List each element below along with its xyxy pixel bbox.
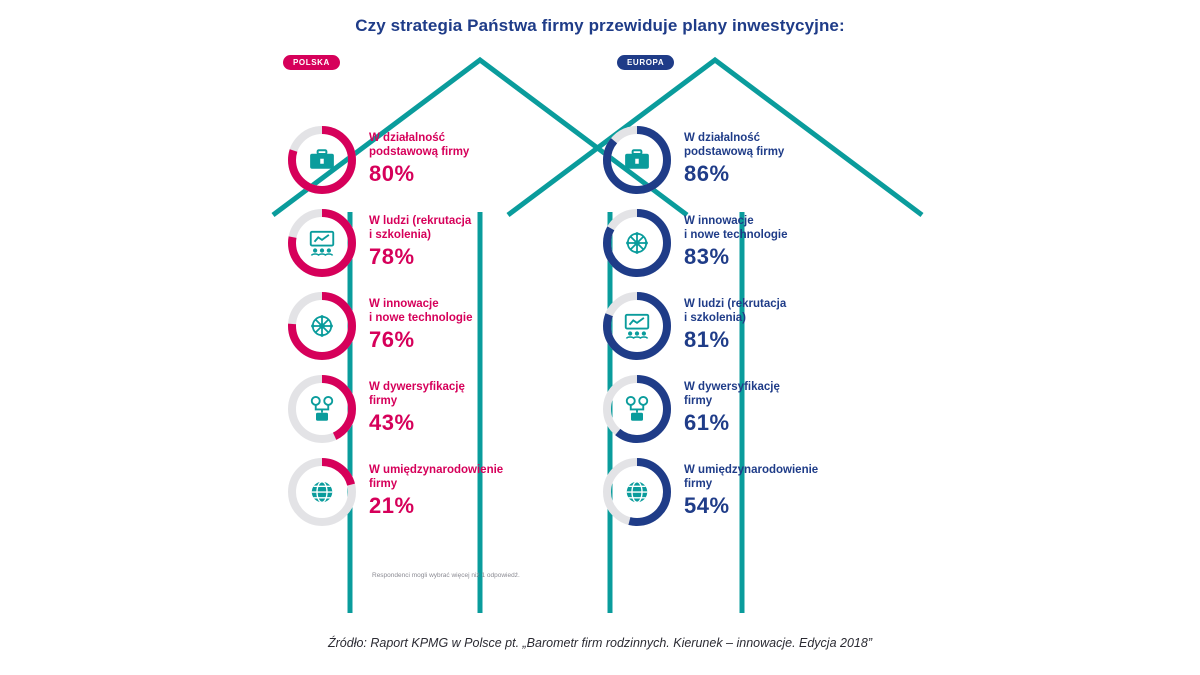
badge-poland: POLSKA [283, 55, 340, 70]
chart-row-text [684, 464, 818, 519]
chart-row [600, 367, 930, 450]
chart-row-label: W umiędzynarodowienie [369, 463, 504, 476]
chart-row-value: 81% [684, 327, 730, 353]
chart-row-label: W ludzi (rekrutacja [369, 214, 472, 227]
chart-row-text [684, 298, 786, 353]
chart-row [285, 450, 615, 533]
chart-row-label: W innowacje [684, 214, 754, 227]
chart-row-value: 43% [369, 410, 415, 436]
chart-row-label: W dywersyfikację [369, 380, 465, 393]
chart-row [285, 118, 615, 201]
chart-row-label-2: i szkolenia) [684, 311, 746, 324]
chart-row-label: W działalność [369, 131, 446, 144]
diversification-icon [285, 372, 359, 446]
chart-row [600, 450, 930, 533]
chart-row-value: 83% [684, 244, 730, 270]
chart-row-text [684, 132, 784, 187]
innovation-icon [600, 206, 674, 280]
chart-row-label-2: i szkolenia) [369, 228, 431, 241]
chart-row-text [684, 381, 780, 436]
donut-gauge [285, 289, 359, 363]
column-poland [285, 118, 615, 533]
chart-row-label-2: firmy [369, 394, 398, 407]
chart-row-value: 80% [369, 161, 415, 187]
chart-row-value: 61% [684, 410, 730, 436]
badge-europe: EUROPA [617, 55, 674, 70]
globe-icon [600, 455, 674, 529]
training-icon [285, 206, 359, 280]
training-icon [600, 289, 674, 363]
chart-row-label-2: i nowe technologie [369, 311, 473, 324]
donut-gauge [600, 455, 674, 529]
briefcase-icon [600, 123, 674, 197]
chart-row-label: W dywersyfikację [684, 380, 780, 393]
column-europe [600, 118, 930, 533]
chart-row [285, 201, 615, 284]
diversification-icon [600, 372, 674, 446]
chart-row [600, 284, 930, 367]
chart-row-label-2: firmy [684, 477, 713, 490]
chart-row-label: W innowacje [369, 297, 439, 310]
donut-gauge [285, 123, 359, 197]
chart-row-text [369, 464, 503, 519]
chart-row-label: W ludzi (rekrutacja [684, 297, 787, 310]
donut-gauge [600, 123, 674, 197]
innovation-icon [285, 289, 359, 363]
donut-gauge [600, 206, 674, 280]
page-title: Czy strategia Państwa firmy przewiduje plany inwestycyjne: [355, 16, 845, 35]
footnote: Respondenci mogli wybrać więcej niż 1 odpowiedź. [372, 572, 520, 579]
chart-row-text [369, 298, 473, 353]
chart-row-value: 86% [684, 161, 730, 187]
chart-row [600, 201, 930, 284]
chart-row [285, 367, 615, 450]
chart-row-label-2: podstawową firmy [684, 145, 785, 158]
chart-row-label-2: i nowe technologie [684, 228, 788, 241]
source-note: Źródło: Raport KPMG w Polsce pt. „Barometr firm rodzinnych. Kierunek – innowacje. Edycja 2018” [328, 636, 872, 650]
chart-row-text [369, 381, 465, 436]
donut-gauge [600, 289, 674, 363]
donut-gauge [285, 455, 359, 529]
chart-row-value: 76% [369, 327, 415, 353]
briefcase-icon [285, 123, 359, 197]
donut-gauge [285, 372, 359, 446]
chart-row-value: 54% [684, 493, 730, 519]
chart-row-text [369, 215, 471, 270]
chart-row-value: 21% [369, 493, 415, 519]
chart-row-text [369, 132, 469, 187]
chart-row-label-2: firmy [684, 394, 713, 407]
globe-icon [285, 455, 359, 529]
chart-row [285, 284, 615, 367]
donut-gauge [600, 372, 674, 446]
donut-gauge [285, 206, 359, 280]
chart-row-label: W działalność [684, 131, 761, 144]
chart-row-value: 78% [369, 244, 415, 270]
chart-row-text [684, 215, 788, 270]
chart-row-label: W umiędzynarodowienie [684, 463, 819, 476]
chart-row-label-2: podstawową firmy [369, 145, 470, 158]
chart-row-label-2: firmy [369, 477, 398, 490]
chart-row [600, 118, 930, 201]
